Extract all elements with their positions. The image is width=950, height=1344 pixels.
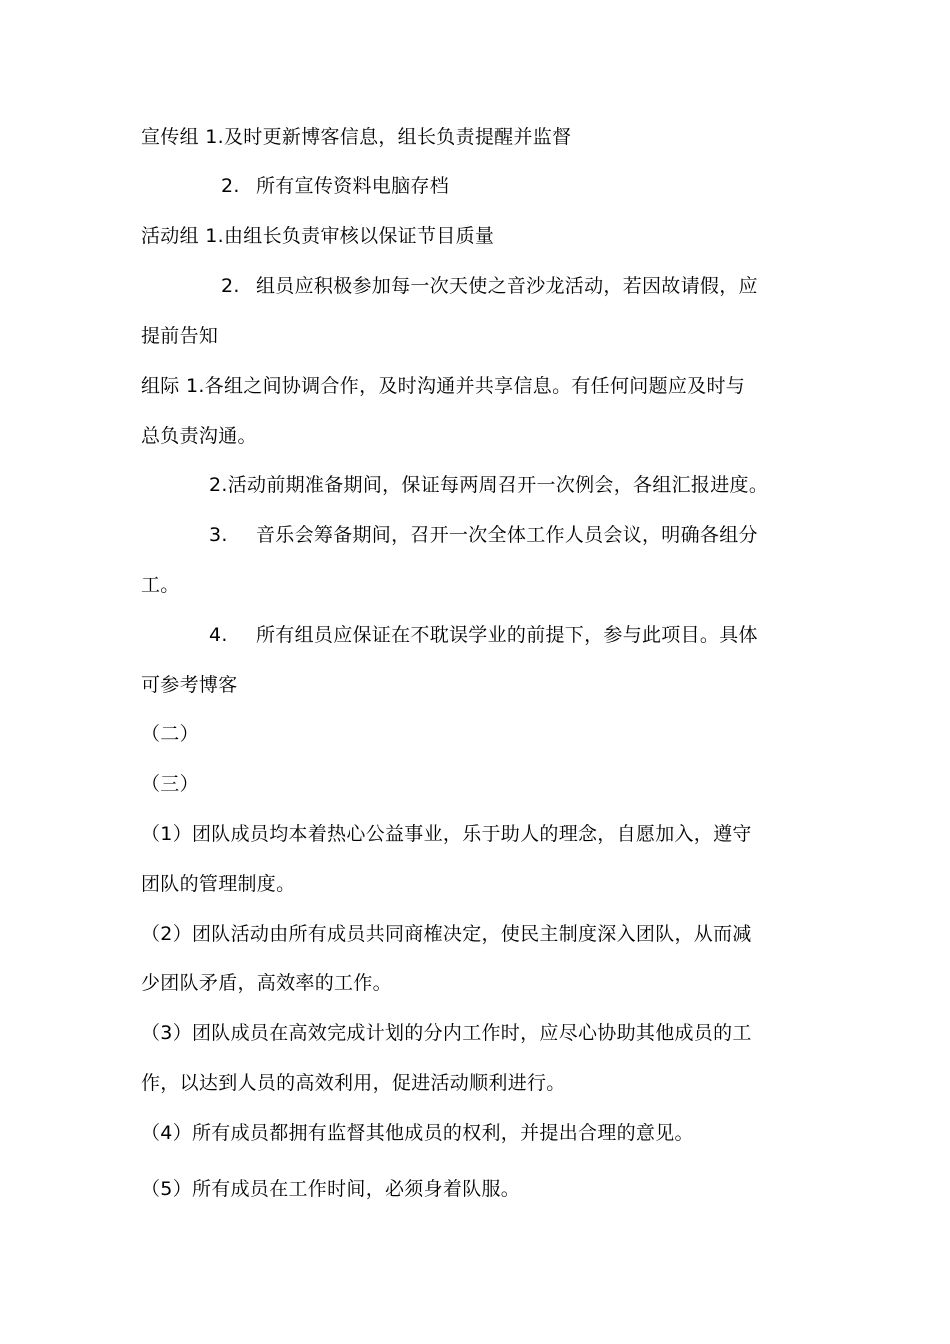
inter-group-item-2 xyxy=(209,472,768,498)
rule-3-cont xyxy=(141,1070,566,1096)
item-number: 4. xyxy=(209,624,228,646)
line-text: 组际 1.各组之间协调合作，及时沟通并共享信息。有任何问题应及时与 xyxy=(141,375,746,397)
activity-group-item-1 xyxy=(141,223,494,249)
line-text: （1）团队成员均本着热心公益事业，乐于助人的理念，自愿加入，遵守 xyxy=(141,823,752,845)
line-text: （二） xyxy=(141,723,199,745)
line-text: 可参考博客 xyxy=(141,674,238,696)
line-text: 音乐会筹备期间，召开一次全体工作人员会议，明确各组分 xyxy=(256,524,758,546)
line-text: 工。 xyxy=(141,574,180,596)
line-text: 所有宣传资料电脑存档 xyxy=(256,175,450,197)
line-text: 提前告知 xyxy=(141,325,219,347)
line-text: 组员应积极参加每一次天使之音沙龙活动，若因故请假，应 xyxy=(256,275,758,297)
line-text: 2.活动前期准备期间，保证每两周召开一次例会，各组汇报进度。 xyxy=(209,474,769,496)
line-text: （3）团队成员在高效完成计划的分内工作时，应尽心协助其他成员的工 xyxy=(141,1022,752,1044)
line-text: （2）团队活动由所有成员共同商榷决定，使民主制度深入团队，从而减 xyxy=(141,923,752,945)
item-number: 2. xyxy=(221,275,240,297)
activity-group-item-2-cont xyxy=(141,323,218,349)
rule-2 xyxy=(141,921,752,947)
rule-5 xyxy=(141,1176,520,1202)
line-text: （5）所有成员在工作时间，必须身着队服。 xyxy=(141,1178,521,1200)
rule-3 xyxy=(141,1020,752,1046)
line-text: （三） xyxy=(141,773,199,795)
line-text: 宣传组 1.及时更新博客信息，组长负责提醒并监督 xyxy=(141,126,572,148)
line-text: 团队的管理制度。 xyxy=(141,873,296,895)
inter-group-item-1-cont xyxy=(141,423,257,449)
line-text: 作，以达到人员的高效利用，促进活动顺利进行。 xyxy=(141,1072,566,1094)
section-heading-3 xyxy=(141,771,199,797)
inter-group-item-1 xyxy=(141,373,745,399)
inter-group-item-4 xyxy=(209,622,758,648)
item-number: 3. xyxy=(209,524,228,546)
rule-4 xyxy=(141,1120,694,1146)
rule-1-cont xyxy=(141,871,295,897)
line-text: 总负责沟通。 xyxy=(141,425,257,447)
line-text: 少团队矛盾，高效率的工作。 xyxy=(141,972,392,994)
line-text: 活动组 1.由组长负责审核以保证节目质量 xyxy=(141,225,495,247)
publicity-group-item-1 xyxy=(141,124,571,150)
inter-group-item-4-cont xyxy=(141,672,238,698)
section-heading-2 xyxy=(141,721,199,747)
activity-group-item-2 xyxy=(221,273,758,299)
inter-group-item-3-cont xyxy=(141,572,180,598)
line-text: 所有组员应保证在不耽误学业的前提下，参与此项目。具体 xyxy=(256,624,758,646)
rule-1 xyxy=(141,821,752,847)
rule-2-cont xyxy=(141,970,392,996)
line-text: （4）所有成员都拥有监督其他成员的权利，并提出合理的意见。 xyxy=(141,1122,694,1144)
publicity-group-item-2 xyxy=(221,173,449,199)
item-number: 2. xyxy=(221,175,240,197)
inter-group-item-3 xyxy=(209,522,758,548)
